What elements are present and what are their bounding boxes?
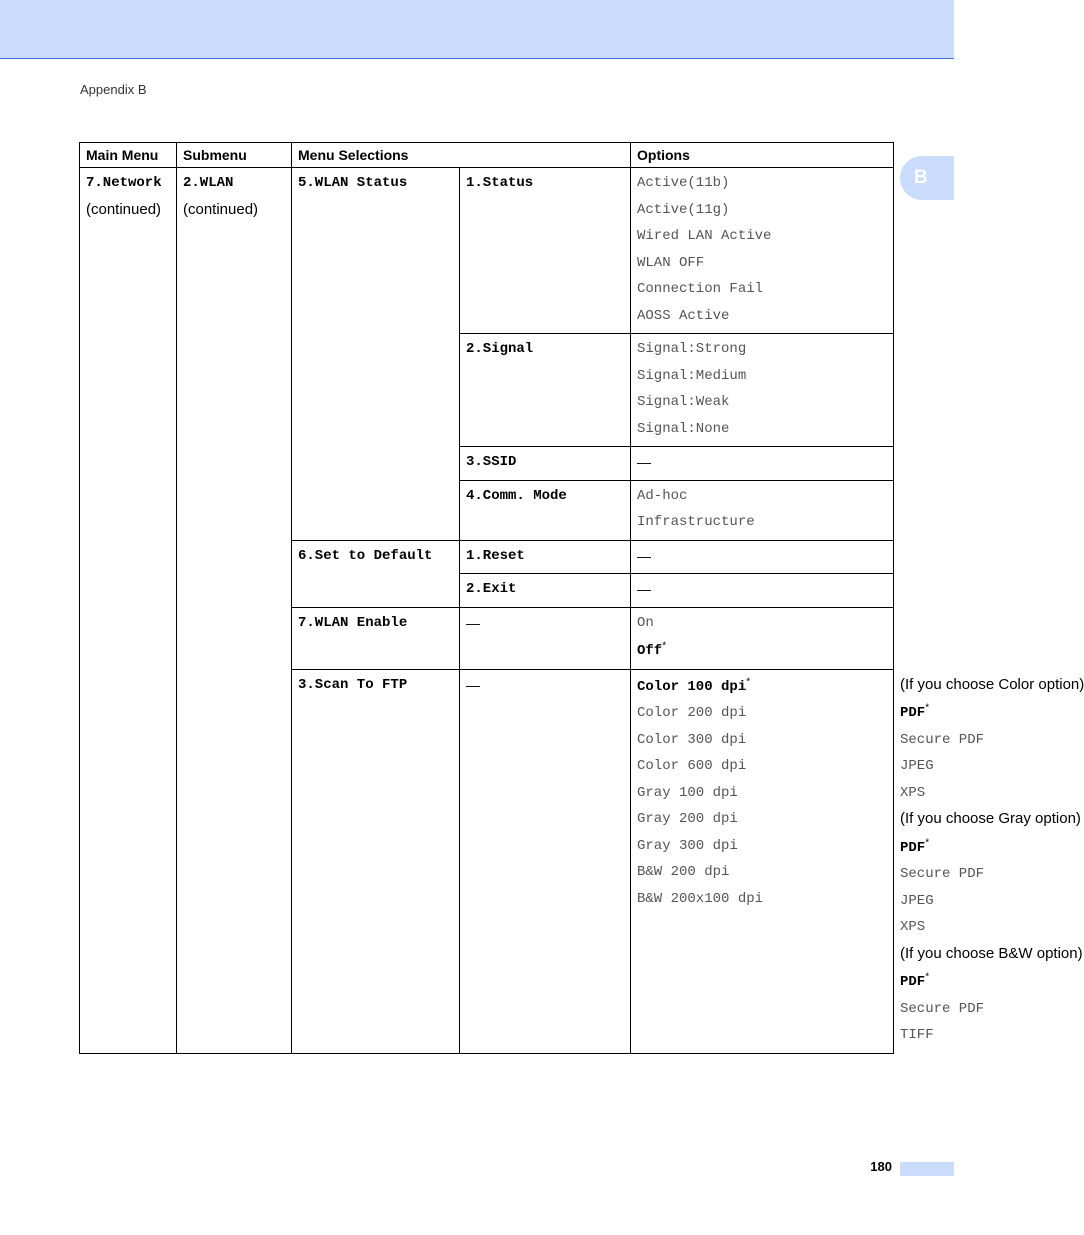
sub-selection-label: 4.Comm. Mode xyxy=(466,487,567,504)
resolution-option: Color 600 dpi xyxy=(637,758,747,774)
default-star: * xyxy=(662,640,667,652)
default-star: * xyxy=(925,702,930,714)
options-cell xyxy=(631,168,894,334)
submenu-item: 2.WLAN xyxy=(183,175,234,191)
sub-selection-cell xyxy=(460,607,631,669)
footer-bar xyxy=(900,1162,954,1176)
resolution-option: B&W 200x100 dpi xyxy=(637,890,764,907)
option-value: WLAN OFF xyxy=(637,254,705,271)
option-default-label: Off xyxy=(637,643,663,659)
option-value: Active(11g) xyxy=(637,201,730,218)
option-default xyxy=(637,636,887,665)
appendix-tab: B xyxy=(900,156,954,200)
submenu-note: (continued) xyxy=(183,200,259,218)
header-band xyxy=(0,0,954,59)
sub-selection-cell xyxy=(460,480,631,540)
menu-table xyxy=(79,142,1084,1054)
option-value: Wired LAN Active xyxy=(637,228,772,244)
option-value: AOSS Active xyxy=(637,307,730,324)
sub-selection-label: 3.SSID xyxy=(466,454,517,470)
option-value: On xyxy=(637,614,654,631)
selection-label: 7.WLAN Enable xyxy=(298,614,408,631)
resolution-option: B&W 200 dpi xyxy=(637,864,730,880)
sub-selection-dash: — xyxy=(466,614,480,631)
sub-selection-cell xyxy=(460,334,631,447)
selection-cell xyxy=(292,168,460,541)
sub-selection-cell xyxy=(460,447,631,481)
main-menu-note: (continued) xyxy=(86,200,162,218)
sub-selection-label: 2.Exit xyxy=(466,581,517,597)
option-dash: — xyxy=(637,547,651,564)
col-header-main-menu: Main Menu xyxy=(80,143,177,168)
option-value: Signal:None xyxy=(637,420,730,437)
selection-cell xyxy=(460,669,631,1053)
sub-selection-cell xyxy=(460,540,631,574)
sub-selection-cell xyxy=(460,574,631,608)
option-value: Signal:Medium xyxy=(637,367,747,384)
selection-cell xyxy=(292,540,460,607)
selection-label: 5.WLAN Status xyxy=(298,175,408,191)
selection-label: 6.Set to Default xyxy=(298,547,433,564)
sub-selection-label: 1.Status xyxy=(466,175,534,191)
resolution-option: Color 300 dpi xyxy=(637,731,747,748)
option-value: Connection Fail xyxy=(637,281,764,297)
section-title: Appendix B xyxy=(80,82,147,97)
sub-selection-label: 2.Signal xyxy=(466,341,534,357)
resolution-option: Gray 300 dpi xyxy=(637,837,738,854)
sub-selection-cell xyxy=(460,168,631,334)
submenu-cell xyxy=(177,168,292,1054)
main-menu-item: 7.Network xyxy=(86,175,162,191)
submenu-cell xyxy=(292,669,460,1053)
col-header-menu-selections: Menu Selections xyxy=(292,143,631,168)
resolution-option: Color 200 dpi xyxy=(637,705,747,721)
options-cell xyxy=(631,480,894,540)
resolution-option: Gray 100 dpi xyxy=(637,784,738,801)
default-star: * xyxy=(746,675,751,687)
option-value: Infrastructure xyxy=(637,514,755,530)
options-cell xyxy=(631,607,894,669)
resolution-option: Gray 200 dpi xyxy=(637,811,738,827)
options-cell xyxy=(631,447,894,481)
selection-cell xyxy=(292,607,460,669)
option-default-label: PDF xyxy=(900,974,926,990)
option-value: Signal:Weak xyxy=(637,394,730,410)
page-number: 180 xyxy=(870,1159,892,1174)
submenu-item: 3.Scan To FTP xyxy=(298,676,408,693)
resolution-default xyxy=(637,672,887,701)
options-cell xyxy=(631,334,894,447)
options-cell xyxy=(631,574,894,608)
selection-dash: — xyxy=(466,676,480,693)
resolution-default-label: Color 100 dpi xyxy=(637,678,747,695)
main-menu-cell xyxy=(80,168,177,1054)
default-star: * xyxy=(925,971,930,983)
option-value: Signal:Strong xyxy=(637,341,747,357)
options-cell xyxy=(631,540,894,574)
table-row xyxy=(80,168,894,334)
sub-selection-cell xyxy=(631,669,894,1053)
col-header-submenu: Submenu xyxy=(177,143,292,168)
option-value: Ad-hoc xyxy=(637,487,688,504)
sub-selection-label: 1.Reset xyxy=(466,547,525,564)
option-default-label: PDF xyxy=(900,705,926,721)
option-dash: — xyxy=(637,454,651,470)
option-dash: — xyxy=(637,581,651,597)
header-row xyxy=(80,143,894,168)
option-default-label: PDF xyxy=(900,839,926,856)
table-row: 3.Scan To FTP — Color 100 dpi* Color 200 dpi Color 300 dpi Color 600 dpi Gray 100 dpi Gray 200 dpi Gray 300 dpi B&W 200 dpi B&W 200x100 dpi (If you choose Color option) PDF* Secure PDF JPEG XPS (If you choose Gray option) PDF* Secure PDF JPEG XPS (If you choose B&W option) PDF* Secure PDF TIFF xyxy=(80,669,894,1053)
option-value: Active(11b) xyxy=(637,175,730,191)
default-star: * xyxy=(925,836,930,848)
col-header-options: Options xyxy=(631,143,894,168)
